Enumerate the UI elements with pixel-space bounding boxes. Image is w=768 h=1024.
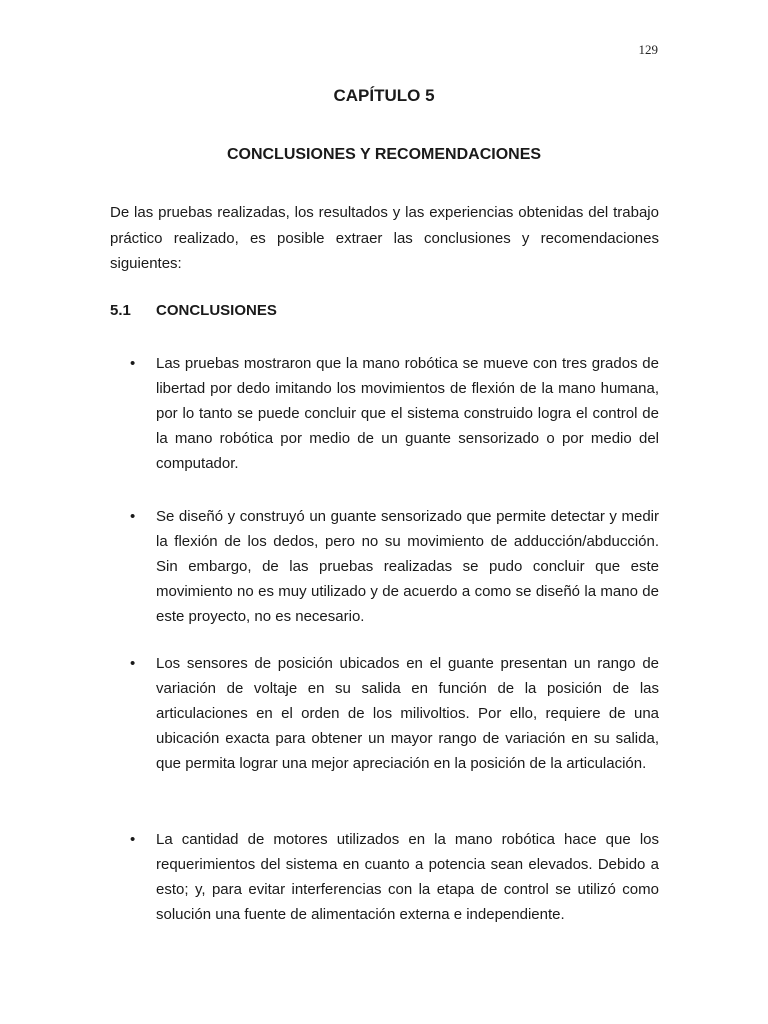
list-item-text: Los sensores de posición ubicados en el guante presentan un rango de variación de voltaje en su salida en función de la posición de las articulaciones en el orden de los milivoltios. Por ello, requiere de una ubicación exacta para obtener un mayor rango de variación en su salida, que permita lograr una mejor apreciación en la posición de la articulación. [156,655,659,772]
bullet-icon: • [130,355,136,372]
chapter-heading: CAPÍTULO 5 [333,86,435,105]
section-label: CONCLUSIONES [156,302,277,319]
bullet-icon: • [130,655,136,672]
bullet-icon: • [130,831,136,848]
section-number: 5.1 [110,302,131,319]
page-number: 129 [638,42,658,57]
page-title: CONCLUSIONES Y RECOMENDACIONES [226,146,542,163]
list-item-text: Las pruebas mostraron que la mano robótica se mueve con tres grados de libertad por dedo imitando los movimientos de flexión de la mano humana, por lo tanto se puede concluir que el sistema construido logra el control de la mano robótica por medio de un guante sensorizado o por medio del computador. [156,355,659,472]
section-heading [110,302,277,319]
list-item-text: Se diseñó y construyó un guante sensorizado que permite detectar y medir la flexión de los dedos, pero no su movimiento de adducción/abducción. Sin embargo, de las pruebas realizadas se pudo concluir que este movimiento no es muy utilizado y de acuerdo a como se diseñó la mano de este proyecto, no es necesario. [156,508,659,625]
list-item-text: La cantidad de motores utilizados en la mano robótica hace que los requerimientos del sistema en cuanto a potencia sean elevados. Debido a esto; y, para evitar interferencias con la etapa de control se utilizó como solución una fuente de alimentación externa e independiente. [156,831,659,923]
intro-paragraph: De las pruebas realizadas, los resultados y las experiencias obtenidas del trabajo práctico realizado, es posible extraer las conclusiones y recomendaciones siguientes: [110,204,659,272]
bullet-icon: • [130,508,136,525]
